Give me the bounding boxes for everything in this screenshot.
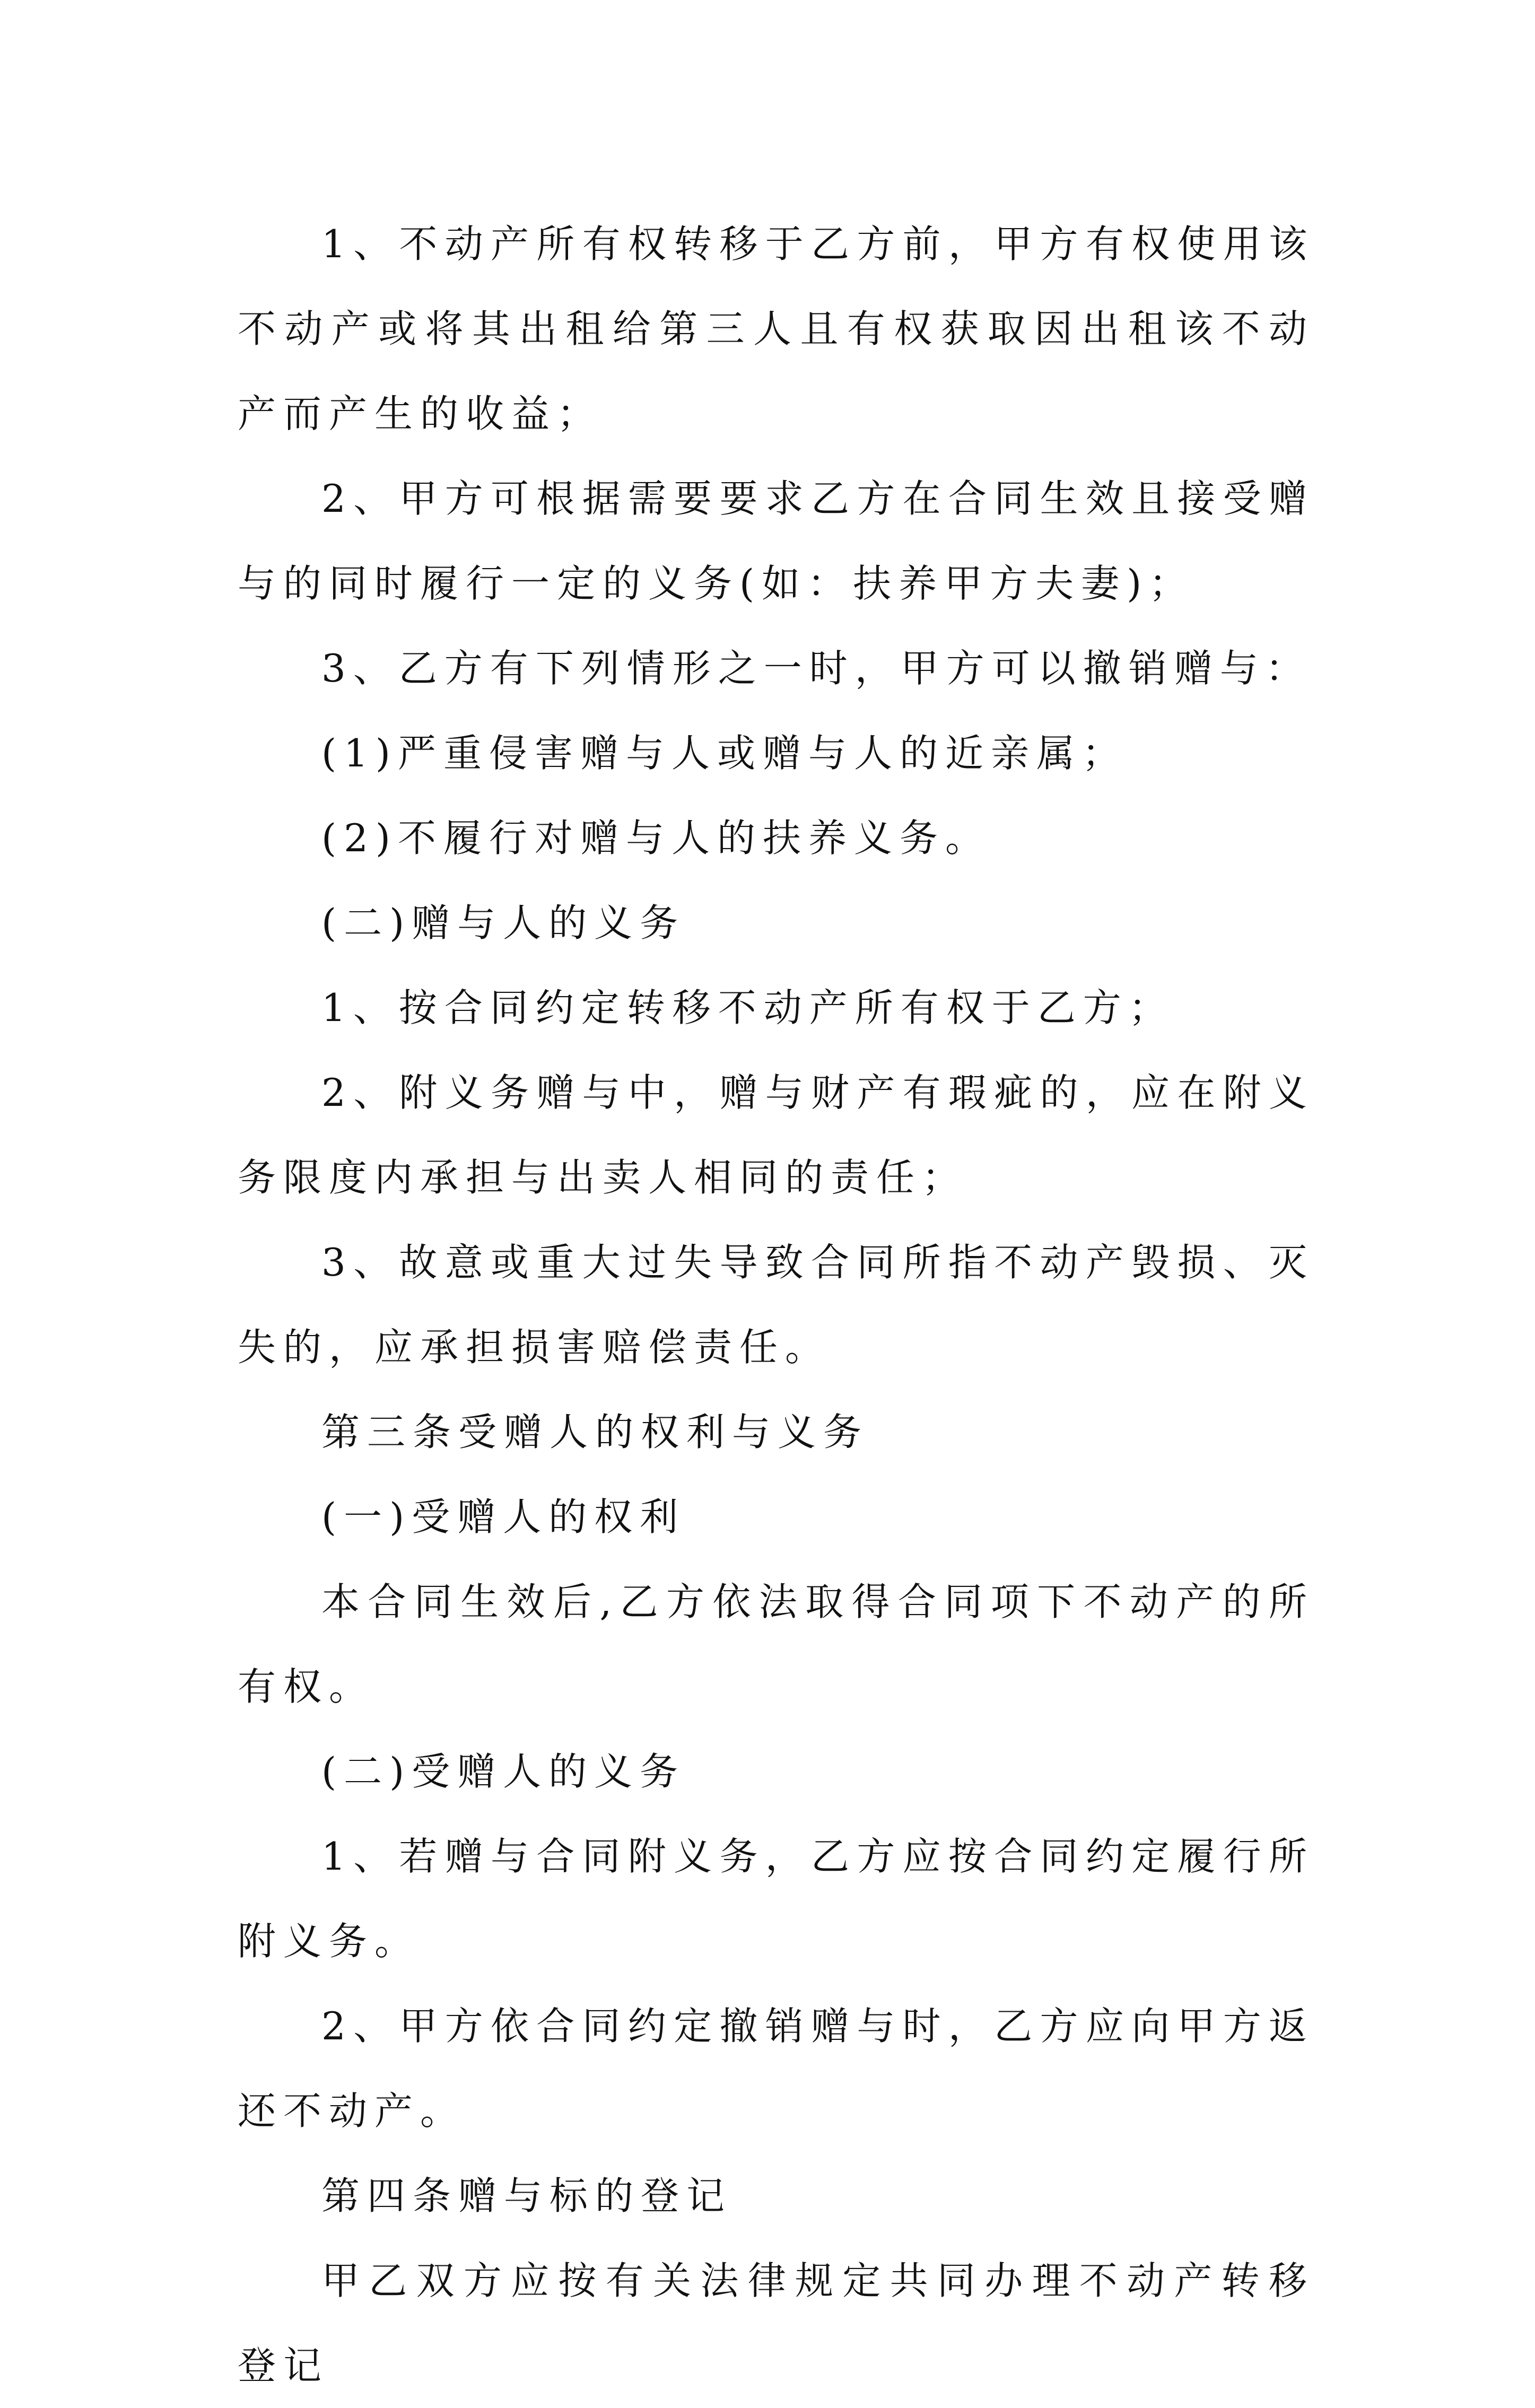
paragraph-9: 3、故意或重大过失导致合同所指不动产毁损、灭失的，应承担损害赔偿责任。 xyxy=(238,1240,1314,1369)
article-heading-4: 第四条赠与标的登记 xyxy=(321,2174,732,2218)
paragraph-4: (1)严重侵害赠与人或赠与人的近亲属； xyxy=(321,731,1128,775)
article-heading-3: 第三条受赠人的权利与义务 xyxy=(321,1410,869,1454)
paragraph-8: 2、附义务赠与中，赠与财产有瑕疵的，应在附义务限度内承担与出卖人相同的责任； xyxy=(238,1070,1314,1200)
document-body xyxy=(238,202,1314,2408)
paragraph-2: 2、甲方可根据需要要求乙方在合同生效且接受赠与的同时履行一定的义务(如：扶养甲方夫妻)； xyxy=(238,476,1314,606)
paragraph-14: 1、若赠与合同附义务，乙方应按合同约定履行所附义务。 xyxy=(238,1834,1314,1964)
section-heading-donee-obligations: (二)受赠人的义务 xyxy=(321,1749,686,1794)
paragraph-15: 2、甲方依合同约定撤销赠与时，乙方应向甲方返还不动产。 xyxy=(238,2004,1314,2133)
paragraph-7: 1、按合同约定转移不动产所有权于乙方； xyxy=(321,985,1174,1030)
paragraph-17: 甲乙双方应按有关法律规定共同办理不动产转移登记 xyxy=(238,2258,1314,2388)
paragraph-12: 本合同生效后,乙方依法取得合同项下不动产的所有权。 xyxy=(238,1580,1314,1709)
paragraph-5: (2)不履行对赠与人的扶养义务。 xyxy=(321,816,991,860)
section-heading-donor-obligations: (二)赠与人的义务 xyxy=(321,901,686,945)
paragraph-3: 3、乙方有下列情形之一时，甲方可以撤销赠与： xyxy=(321,646,1311,691)
section-heading-donee-rights: (一)受赠人的权利 xyxy=(321,1495,686,1539)
paragraph-1: 1、不动产所有权转移于乙方前，甲方有权使用该不动产或将其出租给第三人且有权获取因出租该不动产而产生的收益； xyxy=(238,222,1314,436)
